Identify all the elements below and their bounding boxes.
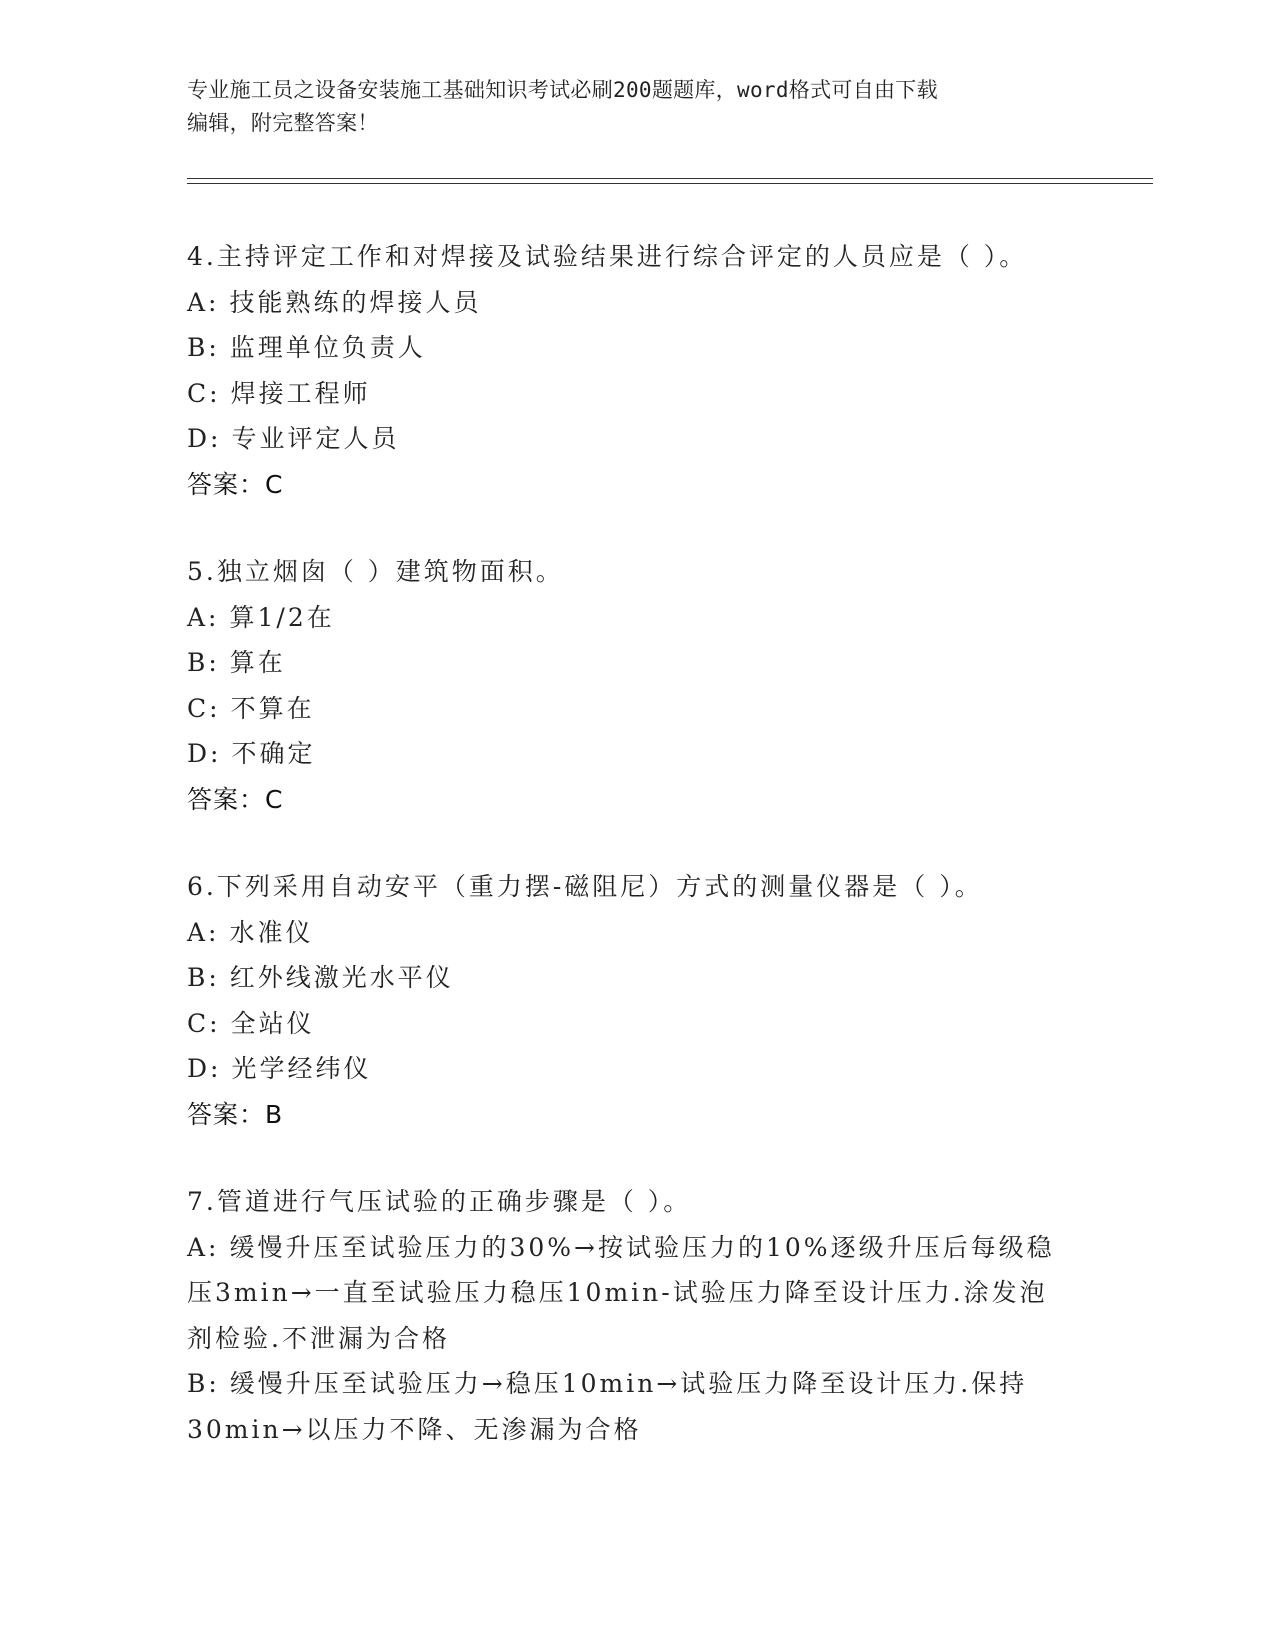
question-4 <box>187 234 1087 507</box>
option-text: 算1/2在 <box>229 602 335 632</box>
option-text: 不算在 <box>230 693 315 723</box>
header-title-line-1: 专业施工员之设备安装施工基础知识考试必刷200题题库，word格式可自由下载 <box>187 78 938 102</box>
option-label: A: <box>187 1232 220 1262</box>
document-header <box>187 74 1087 140</box>
option-b <box>187 1361 1087 1407</box>
option-d <box>187 416 1087 462</box>
option-text-line-1: 缓慢升压至试验压力的30%→按试验压力的10%逐级升压后每级稳 <box>229 1232 1055 1262</box>
option-label: C: <box>187 693 221 723</box>
option-text: 水准仪 <box>229 917 314 947</box>
option-d <box>187 731 1087 777</box>
option-label: C: <box>187 1008 221 1038</box>
option-a <box>187 1225 1087 1271</box>
answer-line: 答案：B <box>187 1099 284 1129</box>
option-text: 光学经纬仪 <box>231 1054 372 1083</box>
option-a <box>187 280 1087 326</box>
option-c <box>187 1001 1087 1047</box>
option-a <box>187 595 1087 641</box>
option-c <box>187 371 1087 417</box>
option-text: 红外线激光水平仪 <box>229 963 454 992</box>
option-label: C: <box>187 378 221 408</box>
option-label: B: <box>187 1369 220 1398</box>
option-c <box>187 686 1087 732</box>
header-title-line-2: 编辑，附完整答案！ <box>187 111 379 135</box>
question-list <box>187 234 1087 1494</box>
question-stem: 5.独立烟囱（ ）建筑物面积。 <box>187 557 564 586</box>
option-d <box>187 1046 1087 1092</box>
option-text-line-2: 30min→以压力不降、无渗漏为合格 <box>187 1414 642 1444</box>
question-stem: 4.主持评定工作和对焊接及试验结果进行综合评定的人员应是（ ）。 <box>187 242 1028 271</box>
option-text: 专业评定人员 <box>231 424 400 453</box>
option-label: D: <box>187 424 222 453</box>
option-b <box>187 955 1087 1001</box>
option-label: A: <box>187 602 220 632</box>
option-text: 监理单位负责人 <box>229 333 426 362</box>
question-6 <box>187 864 1087 1137</box>
option-label: A: <box>187 287 220 317</box>
question-stem: 7.管道进行气压试验的正确步骤是（ ）。 <box>187 1187 692 1216</box>
option-label: A: <box>187 917 220 947</box>
option-text-line-2: 压3min→一直至试验压力稳压10min-试验压力降至设计压力.涂发泡 <box>187 1278 1048 1307</box>
option-b <box>187 325 1087 371</box>
answer-line: 答案：C <box>187 784 284 814</box>
header-divider-bottom <box>187 183 1153 184</box>
option-label: B: <box>187 963 220 992</box>
answer-line: 答案：C <box>187 469 284 499</box>
question-7 <box>187 1179 1087 1452</box>
option-a <box>187 910 1087 956</box>
option-text-line-1: 缓慢升压至试验压力→稳压10min→试验压力降至设计压力.保持 <box>229 1369 1028 1398</box>
option-label: D: <box>187 739 222 768</box>
option-text: 算在 <box>229 648 286 677</box>
option-b <box>187 640 1087 686</box>
option-text-line-3: 剂检验.不泄漏为合格 <box>187 1323 450 1353</box>
option-label: D: <box>187 1054 222 1083</box>
option-label: B: <box>187 648 220 677</box>
header-divider-top <box>187 178 1153 179</box>
option-text: 焊接工程师 <box>230 378 371 408</box>
option-label: B: <box>187 333 220 362</box>
question-5 <box>187 549 1087 822</box>
option-text: 技能熟练的焊接人员 <box>229 287 482 317</box>
option-text: 不确定 <box>231 739 316 768</box>
option-text: 全站仪 <box>230 1008 315 1038</box>
question-stem: 6.下列采用自动安平（重力摆-磁阻尼）方式的测量仪器是（ ）。 <box>187 872 983 901</box>
